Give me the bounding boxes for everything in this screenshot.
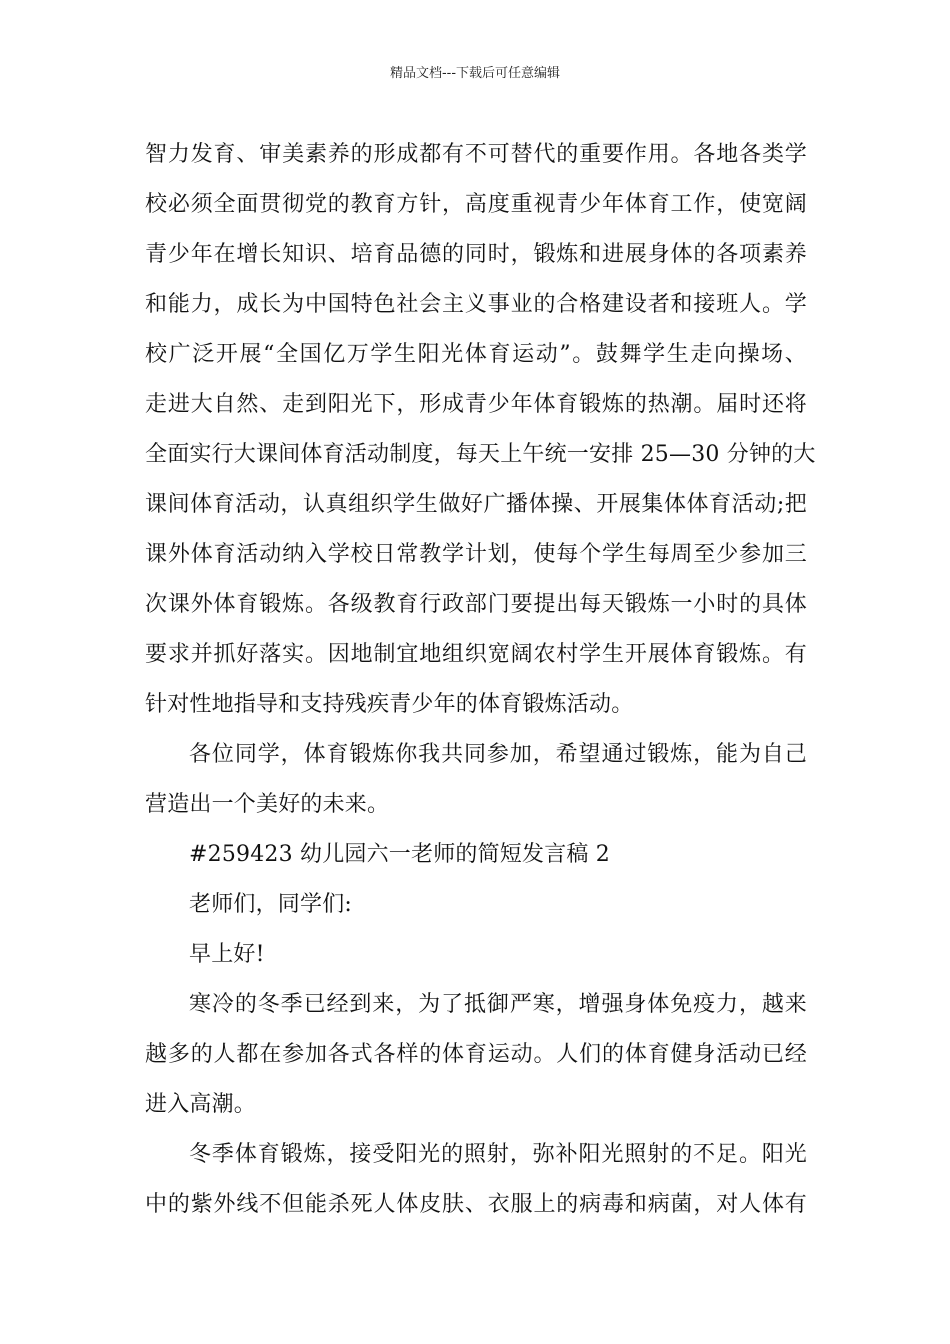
text-line: 针对性地指导和支持残疾青少年的体育锻炼活动。 bbox=[145, 692, 634, 717]
document-body bbox=[145, 130, 816, 1230]
text-line: 智力发育、审美素养的形成都有不可替代的重要作用。各地各类学 bbox=[145, 142, 807, 167]
text-line: 全面实行大课间体育活动制度，每天上午统一安排 25—30 分钟的大 bbox=[145, 442, 816, 467]
text-line: 营造出一个美好的未来。 bbox=[145, 792, 390, 817]
text-line: 校广泛开展“全国亿万学生阳光体育运动”。鼓舞学生走向操场、 bbox=[145, 342, 807, 367]
text-line: 越多的人都在参加各式各样的体育运动。人们的体育健身活动已经 bbox=[145, 1042, 807, 1067]
text-line: 进入高潮。 bbox=[145, 1092, 257, 1117]
text-line: 青少年在增长知识、培育品德的同时，锻炼和进展身体的各项素养 bbox=[145, 242, 807, 267]
text-line: 要求并抓好落实。因地制宜地组织宽阔农村学生开展体育锻炼。有 bbox=[145, 642, 807, 667]
text-line: 校必须全面贯彻党的教育方针，高度重视青少年体育工作，使宽阔 bbox=[145, 192, 807, 217]
greeting: 早上好! bbox=[189, 942, 265, 967]
text-line: 走进大自然、走到阳光下，形成青少年体育锻炼的热潮。届时还将 bbox=[145, 392, 807, 417]
text-line: 和能力，成长为中国特色社会主义事业的合格建设者和接班人。学 bbox=[145, 292, 807, 317]
paragraph-start-line: 寒冷的冬季已经到来，为了抵御严寒，增强身体免疫力，越来 bbox=[189, 992, 807, 1017]
text-line: 次课外体育锻炼。各级教育行政部门要提出每天锻炼一小时的具体 bbox=[145, 592, 807, 617]
section-heading: #259423 幼儿园六一老师的简短发言稿 2 bbox=[189, 842, 611, 867]
paragraph-start-line: 各位同学，体育锻炼你我共同参加，希望通过锻炼，能为自己 bbox=[189, 742, 807, 767]
paragraph-start-line: 冬季体育锻炼，接受阳光的照射，弥补阳光照射的不足。阳光 bbox=[189, 1142, 807, 1167]
text-line: 中的紫外线不但能杀死人体皮肤、衣服上的病毒和病菌，对人体有 bbox=[145, 1192, 807, 1217]
text-line: 课外体育活动纳入学校日常教学计划，使每个学生每周至少参加三 bbox=[145, 542, 807, 567]
salutation: 老师们，同学们: bbox=[189, 892, 353, 917]
page-header: 精品文档---下载后可任意编辑 bbox=[389, 66, 561, 81]
text-line: 课间体育活动，认真组织学生做好广播体操、开展集体体育活动;把 bbox=[145, 492, 807, 517]
